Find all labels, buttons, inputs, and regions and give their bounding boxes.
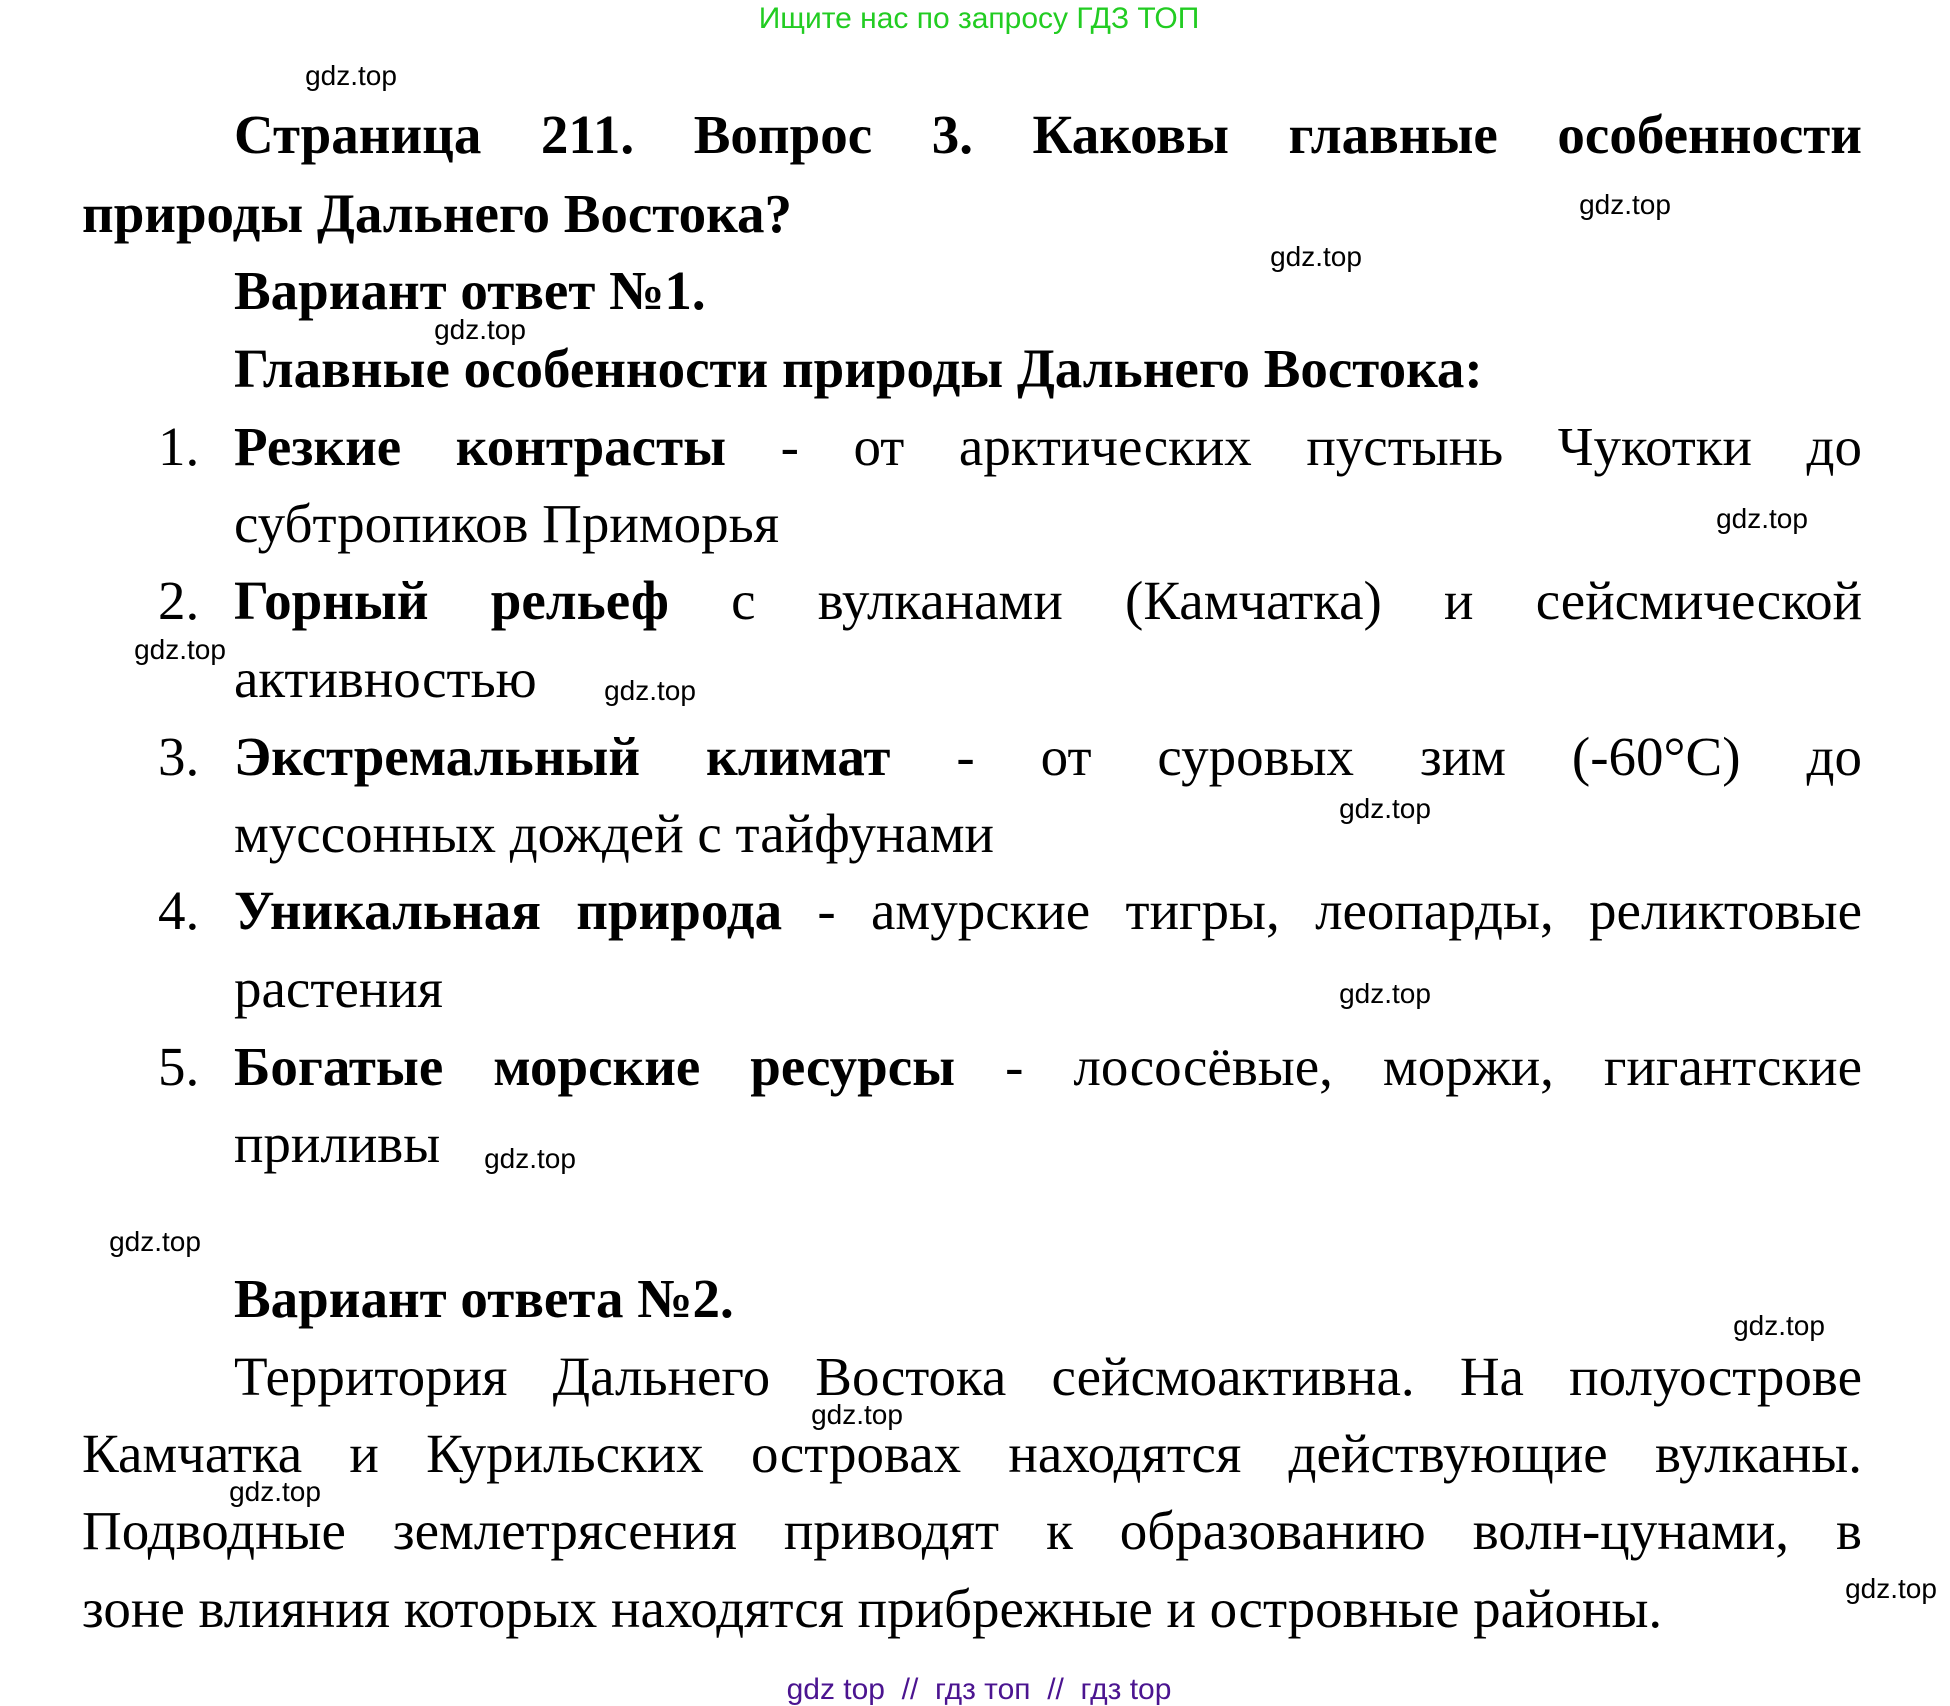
list-item (234, 725, 1862, 787)
list-item-continuation: муссонных дождей с тайфунами (234, 802, 994, 864)
list-item (234, 569, 1862, 631)
watermark: gdz.top (1716, 503, 1808, 534)
list-number: 5. (158, 1035, 200, 1097)
list-item (234, 1035, 1862, 1097)
watermark: gdz.top (1339, 793, 1431, 824)
watermark: gdz.top (1270, 241, 1362, 272)
list-item (234, 415, 1863, 477)
item-description: - амурские тигры, леопарды, реликтовые (782, 879, 1862, 941)
list-item-continuation: активностью (234, 647, 537, 709)
page-title-line-1: Страница 211. Вопрос 3. Каковы главные особенности (234, 103, 1862, 165)
watermark: gdz.top (1579, 189, 1671, 220)
item-term: Богатые морские ресурсы (234, 1035, 956, 1097)
watermark: gdz.top (134, 634, 226, 665)
search-banner: Ищите нас по запросу ГДЗ ТОП (758, 2, 1200, 35)
variant-1-heading: Вариант ответ №1. (234, 259, 706, 321)
footer-banner: gdz top // гдз топ // гдз top (786, 1673, 1172, 1706)
paragraph-line: Территория Дальнего Востока сейсмоактивна. На полуострове (234, 1345, 1862, 1407)
watermark: gdz.top (1733, 1310, 1825, 1341)
list-number: 1. (158, 415, 200, 477)
paragraph-line: Камчатка и Курильских островах находятся действующие вулканы. (82, 1422, 1862, 1484)
list-item-continuation: приливы (234, 1112, 441, 1174)
list-item (234, 879, 1862, 941)
list-item-continuation: субтропиков Приморья (234, 492, 780, 554)
watermark: gdz.top (811, 1399, 903, 1430)
watermark: gdz.top (434, 314, 526, 345)
paragraph-line: Подводные землетрясения приводят к образованию волн-цунами, в (82, 1499, 1862, 1561)
item-description: - лососёвые, моржи, гигантские (955, 1035, 1862, 1097)
list-number: 2. (158, 569, 200, 631)
list-item-continuation: растения (234, 957, 443, 1019)
page-title-line-2: природы Дальнего Востока? (82, 182, 792, 244)
item-description: - от арктических пустынь Чукотки до (726, 415, 1863, 477)
item-description: с вулканами (Камчатка) и сейсмической (668, 569, 1862, 631)
watermark: gdz.top (1339, 978, 1431, 1009)
variant-2-heading: Вариант ответа №2. (234, 1267, 734, 1329)
list-number: 3. (158, 725, 200, 787)
variant-1-subheading: Главные особенности природы Дальнего Востока: (234, 337, 1483, 399)
paragraph-line: зоне влияния которых находятся прибрежные и островные районы. (82, 1577, 1663, 1639)
item-term: Горный рельеф (234, 569, 669, 631)
item-description: - от суровых зим (-60°C) до (890, 725, 1862, 787)
item-term: Резкие контрасты (234, 415, 727, 477)
item-term: Экстремальный климат (234, 725, 891, 787)
watermark: gdz.top (109, 1226, 201, 1257)
list-number: 4. (158, 879, 200, 941)
watermark: gdz.top (305, 60, 397, 91)
item-term: Уникальная природа (234, 879, 783, 941)
watermark: gdz.top (1845, 1573, 1937, 1604)
watermark: gdz.top (229, 1476, 321, 1507)
watermark: gdz.top (484, 1143, 576, 1174)
watermark: gdz.top (604, 675, 696, 706)
